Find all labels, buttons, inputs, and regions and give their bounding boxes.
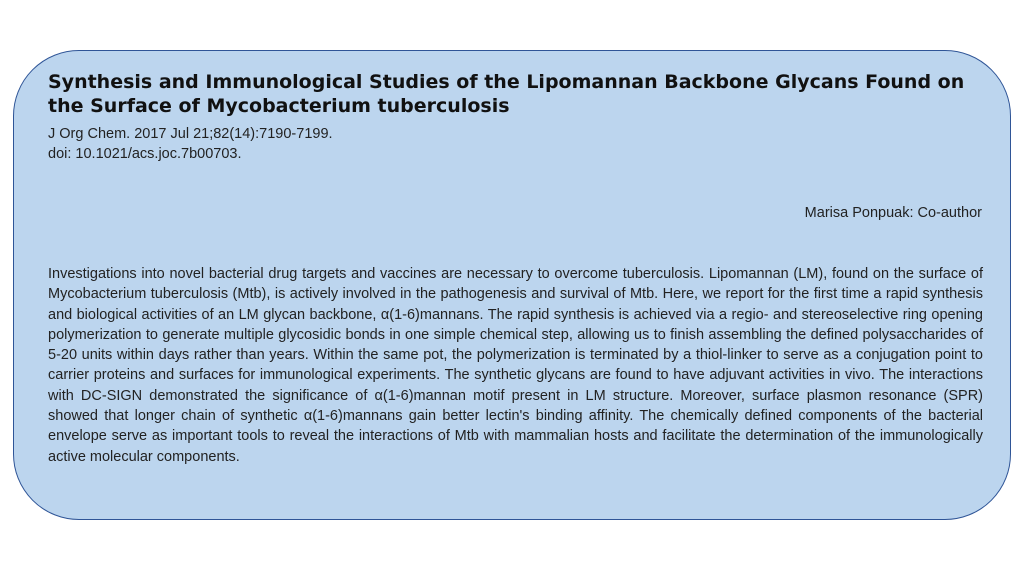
paper-title: Synthesis and Immunological Studies of the Lipomannan Backbone Glycans Found on the Surface of Mycobacterium tuberculosis (48, 71, 965, 117)
abstract-text: Investigations into novel bacterial drug targets and vaccines are necessary to overcome tuberculosis. Lipomannan (LM), found on the surface of Mycobacterium tuberculosis (Mtb), is actively involved in the pathogenesis and survival of Mtb. Here, we report for the first time a rapid synthesis and biological activities of an LM glycan backbone, α(1-6)mannans. The rapid synthesis is achieved via a regio- and stereoselective ring opening polymerization to generate multiple glycosidic bonds in one simple chemical step, allowing us to finish assembling the defined polysaccharides of 5-20 units within days rather than years. Within the same pot, the polymerization is terminated by a thiol-linker to serve as a conjugation point to carrier proteins and surfaces for immunological experiments. The synthetic glycans are found to have adjuvant activities in vivo. The interactions with DC-SIGN demonstrated the significance of α(1-6)mannan motif present in LM structure. Moreover, surface plasmon resonance (SPR) showed that longer chain of synthetic α(1-6)mannans gain better lectin's binding affinity. The chemically defined components of the bacterial envelope serve as important tools to reveal the interactions of Mtb with mammalian hosts and facilitate the determination of the immunologically active molecular components. (48, 266, 983, 465)
journal-citation: J Org Chem. 2017 Jul 21;82(14):7190-7199. (48, 126, 333, 142)
author-role: Marisa Ponpuak: Co-author (804, 205, 982, 221)
citation-block (48, 124, 333, 164)
doi-line: doi: 10.1021/acs.joc.7b00703. (48, 146, 242, 162)
